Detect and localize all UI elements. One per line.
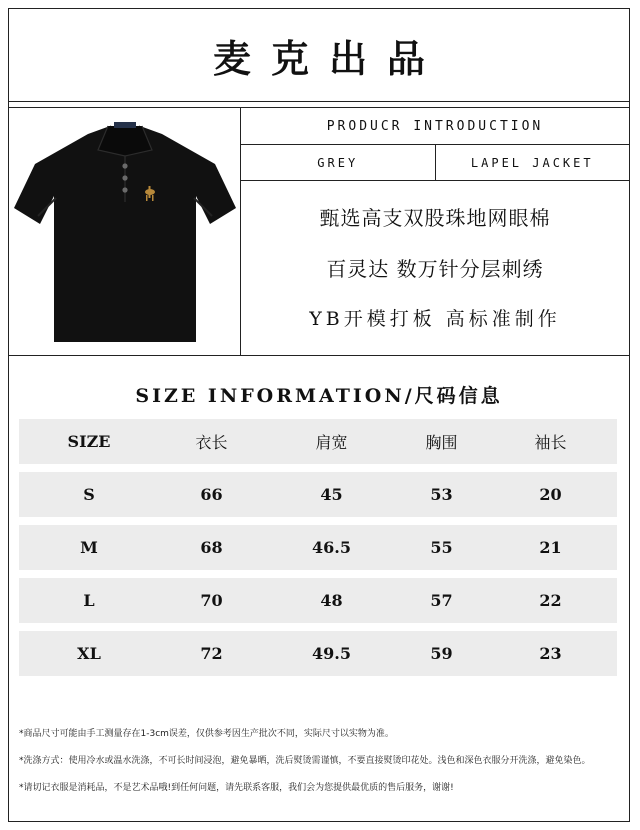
cell-shoulder: 49.5 bbox=[312, 644, 351, 663]
product-style: LAPEL JACKET bbox=[435, 145, 630, 180]
page-frame bbox=[8, 8, 630, 822]
product-image bbox=[9, 108, 241, 356]
cell-length: 70 bbox=[200, 591, 223, 610]
cell-chest: 53 bbox=[430, 485, 453, 504]
note-washing: *洗涤方式：使用冷水或温水洗涤，不可长时间浸泡，避免暴晒，洗后熨烫需谨慎，不要直接熨烫印花处。浅色和深色衣服分开洗涤，避免染色。 bbox=[19, 756, 591, 766]
notes bbox=[19, 721, 623, 802]
note-aftersales: *请切记衣服是消耗品，不是艺术品哦!到任何问题，请先联系客服，我们会为您提供最优质的售后服务，谢谢! bbox=[19, 783, 454, 793]
cell-chest: 55 bbox=[430, 538, 453, 557]
product-section bbox=[9, 108, 629, 356]
cell-sleeve: 21 bbox=[539, 538, 562, 557]
brand-title: 麦克出品 bbox=[212, 35, 445, 81]
cell-shoulder: 45 bbox=[320, 485, 343, 504]
product-intro-label: PRODUCR INTRODUCTION bbox=[241, 108, 629, 145]
size-table-header bbox=[19, 419, 617, 464]
header-length: 衣长 bbox=[195, 433, 228, 452]
header-sleeve: 袖长 bbox=[534, 433, 567, 452]
cell-sleeve: 20 bbox=[539, 485, 562, 504]
size-info-title: SIZE INFORMATION/尺码信息 bbox=[135, 385, 503, 407]
size-table bbox=[19, 419, 617, 684]
feature-tailoring: YB开模打板 高标准制作 bbox=[309, 308, 561, 330]
polo-shirt-icon bbox=[10, 116, 240, 348]
cell-sleeve: 22 bbox=[539, 591, 562, 610]
cell-length: 72 bbox=[200, 644, 223, 663]
cell-shoulder: 46.5 bbox=[312, 538, 351, 557]
cell-size: L bbox=[83, 591, 95, 610]
table-row bbox=[19, 578, 617, 623]
note-measurement: *商品尺寸可能由手工测量存在1-3cm误差，仅供参考因生产批次不同，实际尺寸以实物为准。 bbox=[19, 729, 394, 739]
header-shoulder: 肩宽 bbox=[315, 433, 348, 452]
feature-embroidery: 百灵达 数万针分层刺绣 bbox=[326, 257, 544, 281]
table-row bbox=[19, 472, 617, 517]
table-row bbox=[19, 631, 617, 676]
cell-length: 66 bbox=[200, 485, 223, 504]
cell-size: S bbox=[83, 485, 95, 504]
product-info bbox=[241, 108, 629, 356]
cell-sleeve: 23 bbox=[539, 644, 562, 663]
product-color: GREY bbox=[317, 155, 359, 170]
cell-chest: 57 bbox=[430, 591, 453, 610]
cell-shoulder: 48 bbox=[320, 591, 343, 610]
cell-size: M bbox=[80, 538, 98, 557]
brand-header bbox=[9, 9, 629, 101]
header-size: SIZE bbox=[67, 432, 111, 451]
cell-size: XL bbox=[77, 644, 101, 663]
cell-length: 68 bbox=[200, 538, 223, 557]
table-row bbox=[19, 525, 617, 570]
cell-chest: 59 bbox=[430, 644, 453, 663]
feature-fabric: 甄选高支双股珠地网眼棉 bbox=[319, 206, 551, 230]
product-attributes bbox=[241, 145, 629, 181]
product-features bbox=[241, 181, 629, 356]
header-chest: 胸围 bbox=[425, 433, 458, 452]
header-divider-top bbox=[9, 101, 629, 102]
